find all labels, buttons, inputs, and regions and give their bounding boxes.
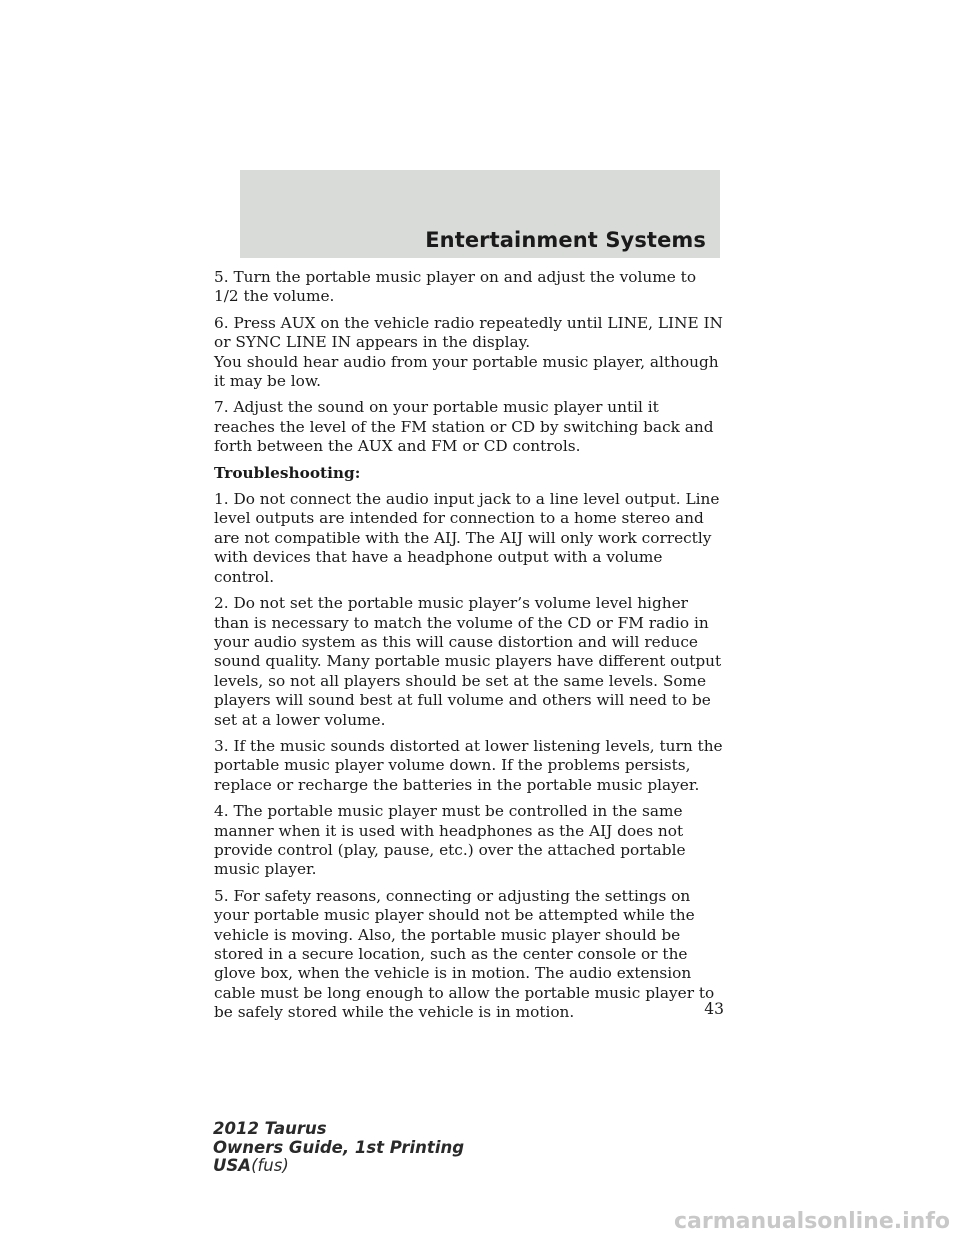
section-header-band bbox=[240, 170, 720, 258]
footer-region: USA bbox=[213, 1156, 252, 1175]
troubleshooting-heading: Troubleshooting: bbox=[214, 463, 361, 482]
troubleshooting-item-1: 1. Do not connect the audio input jack to a line level output. Line level outputs are intended for connection to a home stereo and are not compatible with the AIJ. The AIJ will only work correctly with devices that have a headphone output with a volume control. bbox=[214, 490, 720, 586]
footer-model-line: 2012 Taurus bbox=[213, 1119, 327, 1138]
footer-region-code: (fus) bbox=[251, 1156, 289, 1175]
troubleshooting-item-4: 4. The portable music player must be controlled in the same manner when it is used with headphones as the AIJ does not provide control (play, pause, etc.) over the attached portable music player. bbox=[214, 802, 686, 879]
troubleshooting-item-2: 2. Do not set the portable music player’s volume level higher than is necessary to match the volume of the CD or FM radio in your audio system as this will cause distortion and will reduce sound quality. Many portable music players have different output levels, so not all players should be set at the same levels. Some players will sound best at full volume and others will need to be set at a lower volume. bbox=[214, 594, 722, 729]
page-body bbox=[214, 268, 724, 1030]
step-5-paragraph: 5. Turn the portable music player on and adjust the volume to 1/2 the volume. bbox=[214, 268, 697, 306]
step-6-note: You should hear audio from your portable music player, although it may be low. bbox=[214, 352, 719, 391]
section-title: Entertainment Systems bbox=[425, 228, 706, 252]
footer-edition-line: Owners Guide, 1st Printing bbox=[213, 1137, 465, 1157]
document-footer bbox=[213, 1120, 464, 1176]
step-7-paragraph: 7. Adjust the sound on your portable music player until it reaches the level of the FM station or CD by switching back and forth between the AUX and FM or CD controls. bbox=[214, 398, 714, 456]
site-watermark: carmanualsonline.info bbox=[674, 1209, 950, 1234]
troubleshooting-item-5: 5. For safety reasons, connecting or adjusting the settings on your portable music player should not be attempted while the vehicle is moving. Also, the portable music player should be stored in a secure location, such as the center console or the glove box, when the vehicle is in motion. The audio extension cable must be long enough to allow the portable music player to be safely stored while the vehicle is in motion. bbox=[214, 886, 715, 1022]
step-6-paragraph: 6. Press AUX on the vehicle radio repeatedly until LINE, LINE IN or SYNC LINE IN appears in the display. bbox=[214, 313, 723, 352]
page-number: 43 bbox=[704, 1000, 724, 1018]
troubleshooting-item-3: 3. If the music sounds distorted at lower listening levels, turn the portable music player volume down. If the problems persists, replace or recharge the batteries in the portable music player. bbox=[214, 736, 723, 794]
footer-region-line bbox=[213, 1157, 464, 1176]
